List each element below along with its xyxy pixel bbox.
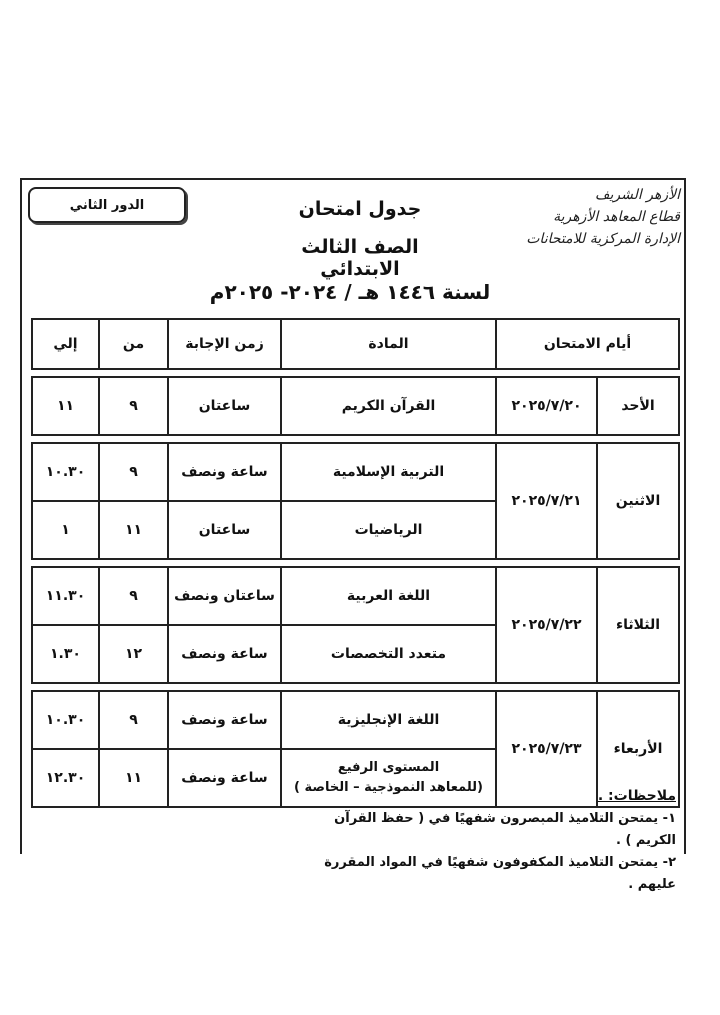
- day-cell: الأربعاء: [597, 691, 679, 807]
- to-cell: ١١: [32, 377, 99, 435]
- from-cell: ١٢: [99, 625, 168, 683]
- duration-cell: ساعتان: [168, 377, 281, 435]
- subject-cell: اللغة الإنجليزية: [281, 691, 496, 749]
- header-duration: زمن الإجابة: [168, 319, 281, 369]
- subject-cell: التربية الإسلامية: [281, 443, 496, 501]
- duration-cell: ساعة ونصف: [168, 691, 281, 749]
- duration-cell: ساعتان ونصف: [168, 567, 281, 625]
- to-cell: ١٢.٣٠: [32, 749, 99, 807]
- header-to: إلي: [32, 319, 99, 369]
- subject-cell: اللغة العربية: [281, 567, 496, 625]
- from-cell: ٩: [99, 443, 168, 501]
- academic-year: لسنة ١٤٤٦ هـ / ٢٠٢٤- ٢٠٢٥م: [209, 280, 491, 304]
- subject-name: المستوى الرفيع: [337, 760, 440, 775]
- duration-cell: ساعة ونصف: [168, 625, 281, 683]
- to-cell: ١١.٣٠: [32, 567, 99, 625]
- subject-note: (للمعاهد النموذجية – الخاصة ): [294, 780, 483, 795]
- document-title: جدول امتحان: [298, 198, 422, 220]
- grade-title: الصف الثالث الابتدائي: [301, 236, 419, 280]
- date-cell: ٢٠٢٥/٧/٢٠: [496, 377, 597, 435]
- duration-cell: ساعتان: [168, 501, 281, 559]
- logo-line-3: الإدارة المركزية للامتحانات: [526, 231, 680, 247]
- note-item: ١- يمتحن التلاميذ المبصرون شفهيًا في ( حفظ القرآن الكريم ) .: [334, 811, 676, 848]
- notes-section: [290, 788, 676, 896]
- header-from: من: [99, 319, 168, 369]
- from-cell: ٩: [99, 691, 168, 749]
- header-subject: المادة: [281, 319, 496, 369]
- to-cell: ١: [32, 501, 99, 559]
- note-item: ٢- يمتحن التلاميذ المكفوفون شفهيًا في المواد المقررة عليهم .: [324, 855, 676, 892]
- notes-title: ملاحظات: .: [597, 788, 676, 804]
- table-row: [32, 567, 679, 625]
- table-row: [32, 377, 679, 435]
- duration-cell: ساعة ونصف: [168, 443, 281, 501]
- day-cell: الأحد: [597, 377, 679, 435]
- date-cell: ٢٠٢٥/٧/٢١: [496, 443, 597, 559]
- day-cell: الاثنين: [597, 443, 679, 559]
- day-cell: الثلاثاء: [597, 567, 679, 683]
- table-header-row: [32, 319, 679, 369]
- table-row: [32, 691, 679, 749]
- from-cell: ١١: [99, 749, 168, 807]
- header-days: أيام الامتحان: [496, 319, 679, 369]
- date-cell: ٢٠٢٥/٧/٢٣: [496, 691, 597, 807]
- logo-line-1: الأزهر الشريف: [595, 187, 680, 203]
- date-cell: ٢٠٢٥/٧/٢٢: [496, 567, 597, 683]
- exam-round-label: الدور الثاني: [28, 187, 186, 223]
- from-cell: ٩: [99, 567, 168, 625]
- subject-cell: القرآن الكريم: [281, 377, 496, 435]
- duration-cell: ساعة ونصف: [168, 749, 281, 807]
- table-row: [32, 443, 679, 501]
- from-cell: ١١: [99, 501, 168, 559]
- institution-logo: [500, 184, 680, 268]
- from-cell: ٩: [99, 377, 168, 435]
- logo-line-2: قطاع المعاهد الأزهرية: [553, 209, 680, 225]
- to-cell: ١٠.٣٠: [32, 443, 99, 501]
- to-cell: ١.٣٠: [32, 625, 99, 683]
- to-cell: ١٠.٣٠: [32, 691, 99, 749]
- exam-schedule-table: [31, 318, 680, 808]
- subject-cell: متعدد التخصصات: [281, 625, 496, 683]
- subject-cell: الرياضيات: [281, 501, 496, 559]
